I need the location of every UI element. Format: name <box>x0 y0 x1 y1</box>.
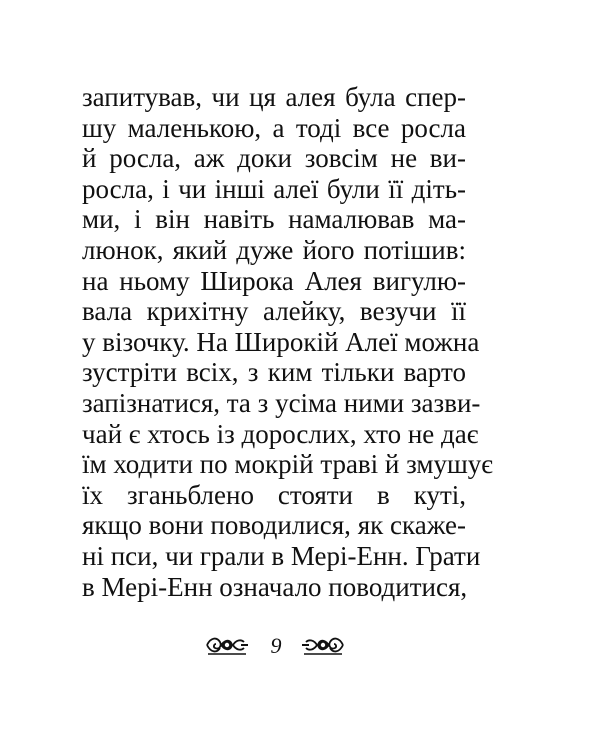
text-line: зустріти всіх, з ким тільки варто <box>82 357 466 388</box>
text-line: ні пси, чи грали в Мері-Енн. Грати <box>82 540 481 571</box>
floral-ornament-icon <box>205 634 249 656</box>
text-line: вала крихітну алейку, везучи її <box>82 296 466 327</box>
page-number: 9 <box>270 633 282 658</box>
text-line: якщо вони поводилися, як скаже- <box>82 510 466 541</box>
text-line: запитував, чи ця алея була спер- <box>82 82 466 112</box>
text-line: люнок, який дуже його потішив: <box>82 234 466 265</box>
text-line: в Мері-Енн означало поводитися, <box>82 571 468 602</box>
text-line: й росла, аж доки зовсім не ви- <box>82 143 466 174</box>
text-line: росла, і чи інші алеї були її діть- <box>82 173 466 204</box>
text-line: запізнатися, та з усіма ними зазви- <box>82 387 481 418</box>
text-line: у візочку. На Широкій Алеї можна <box>82 326 480 357</box>
body-text <box>82 82 493 602</box>
page-footer <box>0 632 591 662</box>
floral-ornament-icon <box>301 634 345 656</box>
text-line: їм ходити по мокрій траві й змушує <box>82 449 493 480</box>
text-line: шу маленькою, а тоді все росла <box>82 112 466 143</box>
text-line: на ньому Широка Алея вигулю- <box>82 265 466 296</box>
text-line: ми, і він навіть намалював ма- <box>82 204 466 235</box>
text-line: чай є хтось із дорослих, хто не дає <box>82 418 479 449</box>
text-line: їх зганьблено стояти в куті, <box>82 479 466 510</box>
